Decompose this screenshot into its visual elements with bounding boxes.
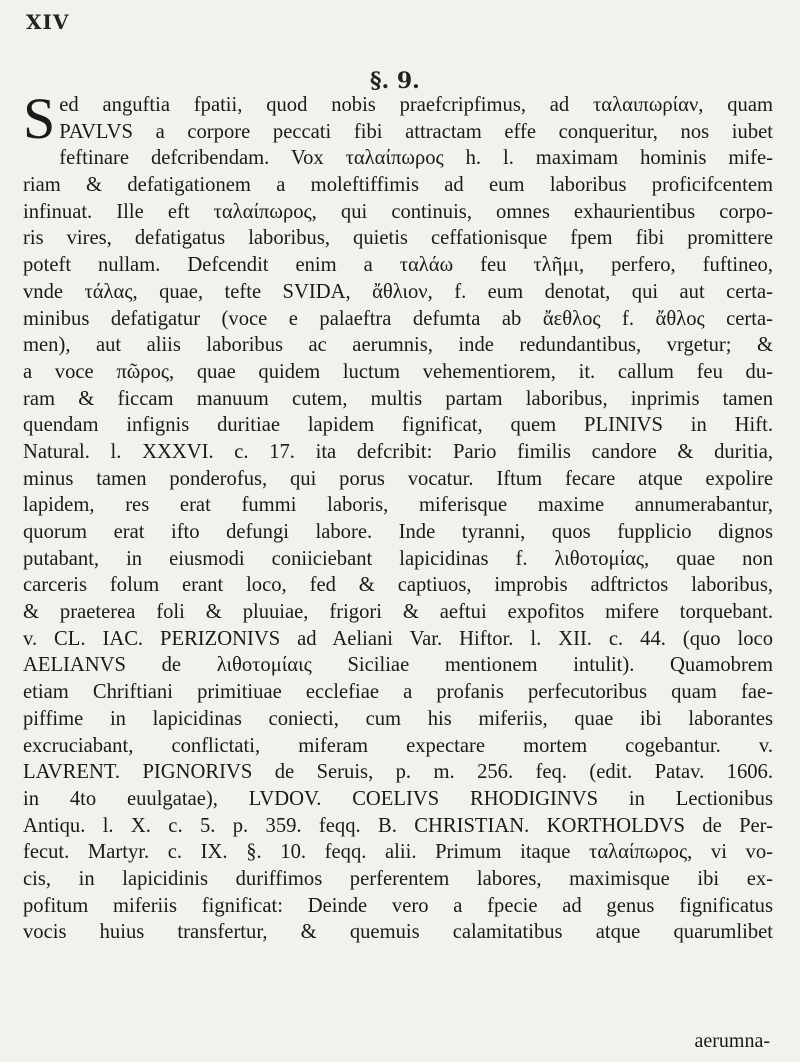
text-line: excruciabant, conflictati, miferam expectare mortem cogebantur. v. <box>23 734 773 757</box>
text-line: ris vires, defatigatus laboribus, quietis ceffationisque fpem fibi promittere <box>23 227 773 250</box>
text-line: piffime in lapicidinas coniecti, cum his miferiis, quae ibi laborantes <box>23 707 773 730</box>
text-line: ed anguftia fpatii, quod nobis praefcripfimus, ad ταλαιπωρίαν, quam <box>59 94 773 116</box>
text-line: fecut. Martyr. c. IX. §. 10. feqq. alii. Primum itaque ταλαίπωρος, vi vo- <box>23 841 773 864</box>
text-line: in 4to euulgatae), LVDOV. COELIVS RHODIGINVS in Lectionibus <box>23 787 773 810</box>
page-number: XIV <box>26 10 70 34</box>
text-line: Natural. l. XXXVI. c. 17. ita defcribit: Pario fimilis candore & duritia, <box>23 440 773 463</box>
text-line: Antiqu. l. X. c. 5. p. 359. feqq. B. CHRISTIAN. KORTHOLDVS de Per- <box>23 814 773 837</box>
text-line: & praeterea foli & pluuiae, frigori & aeftui expofitos mifere torquebant. <box>23 601 773 624</box>
text-line: men), aut aliis laboribus ac aerumnis, inde redundantibus, vrgetur; & <box>23 334 773 357</box>
text-line: minibus defatigatur (voce e palaeftra defumta ab ἄεθλος f. ἄθλος certa- <box>23 307 773 330</box>
text-line: v. CL. IAC. PERIZONIVS ad Aeliani Var. Hiftor. l. XII. c. 44. (quo loco <box>23 627 773 650</box>
text-line: carceris folum erant loco, fed & captiuos, improbis adftrictos laboribus, <box>23 574 773 597</box>
text-line: lapidem, res erat fummi laboris, miferisque maxime annumerabantur, <box>23 494 773 517</box>
text-line: vocis huius transfertur, & quemuis calamitatibus atque quarumlibet <box>23 921 773 944</box>
text-line: PAVLVS a corpore peccati fibi attractam effe conqueritur, nos iubet <box>59 120 773 143</box>
text-line: riam & defatigationem a moleftiffimis ad eum laboribus proficifcentem <box>23 174 773 197</box>
text-line: LAVRENT. PIGNORIVS de Seruis, p. m. 256. feq. (edit. Patav. 1606. <box>23 761 773 784</box>
text-line: cis, in lapicidinis duriffimos perferentem labores, maximisque ibi ex- <box>23 867 773 890</box>
text-line: minus tamen ponderofus, qui porus vocatur. Iftum fecare atque expolire <box>23 467 773 490</box>
text-line: quorum erat ifto defungi labore. Inde tyranni, quos fupplicio dignos <box>23 521 773 543</box>
section-heading: §. 9. <box>370 68 420 94</box>
text-line: feftinare defcribendam. Vox ταλαίπωρος h. l. maximam hominis mife- <box>59 147 773 170</box>
text-line: vnde τάλας, quae, tefte SVIDA, ἄθλιον, f. eum denotat, qui aut certa- <box>23 280 773 303</box>
text-line: etiam Chriftiani primitiuae ecclefiae a profanis perfecutoribus quam fae- <box>23 681 773 704</box>
text-line: AELIANVS de λιθοτομίαις Siciliae mentionem intulit). Quamobrem <box>23 654 773 677</box>
text-line: ram & ficcam manuum cutem, multis partam laboribus, inprimis tamen <box>23 387 773 410</box>
text-line: poteft nullam. Defcendit enim a ταλάω feu τλῆμι, perfero, fuftineo, <box>23 254 773 277</box>
text-line: infinuat. Ille eft ταλαίπωρος, qui continuis, omnes exhaurientibus corpo- <box>23 200 773 223</box>
text-line: quendam infignis duritiae lapidem fignificat, quem PLINIVS in Hift. <box>23 414 773 437</box>
catchword: aerumna- <box>694 1030 770 1052</box>
text-line: a voce πῶρος, quae quidem luctum vehementiorem, it. callum feu du- <box>23 360 773 383</box>
drop-cap: S <box>23 86 56 151</box>
text-line: putabant, in eiusmodi coniiciebant lapicidinas f. λιθοτομίας, quae non <box>23 547 773 570</box>
body-paragraph <box>23 86 773 946</box>
text-line: pofitum miferiis fignificat: Deinde vero a fpecie ad genus fignificatus <box>23 894 773 917</box>
